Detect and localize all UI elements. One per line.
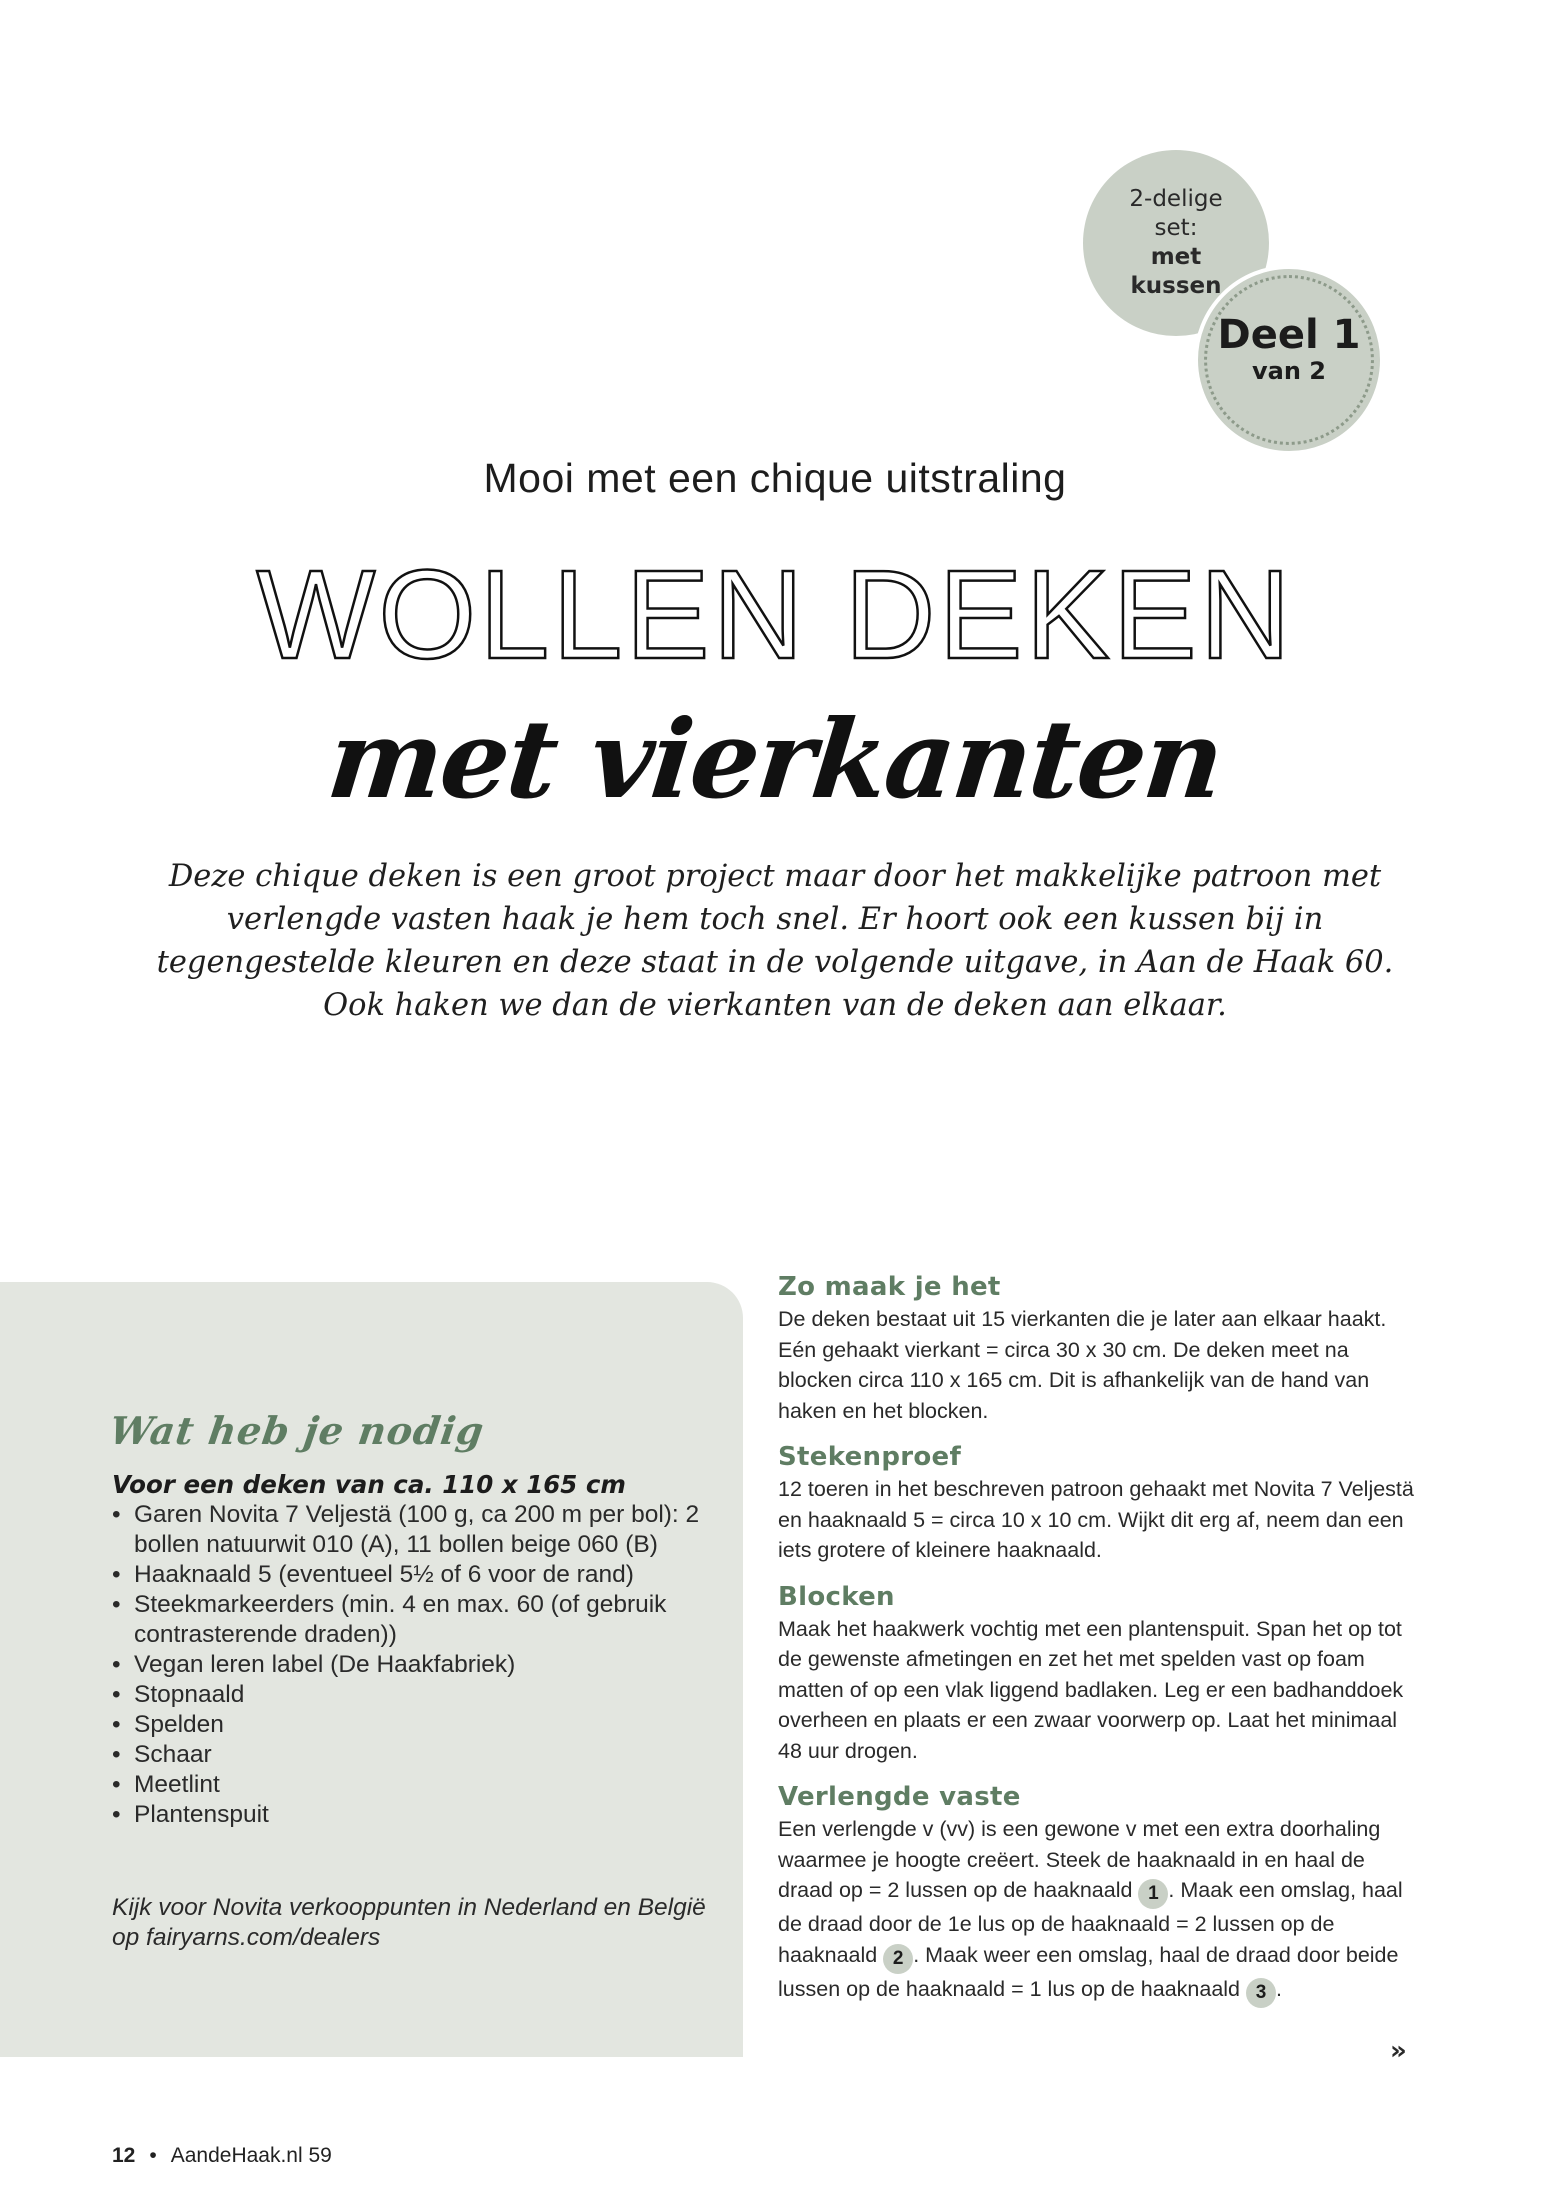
set-badge-line3: met bbox=[1150, 244, 1202, 270]
list-item: • Plantenspuit bbox=[112, 1800, 712, 1830]
continue-marker: » bbox=[1390, 2036, 1407, 2066]
section-extended bbox=[778, 1780, 1418, 2008]
section-make-title: Zo maak je het bbox=[778, 1272, 1001, 1302]
section-extended-title: Verlengde vaste bbox=[778, 1782, 1021, 1812]
list-item: • Stopnaald bbox=[112, 1680, 712, 1710]
set-badge-line4: kussen bbox=[1130, 273, 1222, 299]
section-blocking-title: Blocken bbox=[778, 1581, 895, 1612]
section-extended-text-part: Een verlengde v (vv) is een gewone v met een extra doorhaling waarmee je hoogte creëert. Steek de haaknaald in en haal de draad op = 2 lussen op de haaknaald bbox=[778, 1817, 1381, 1902]
section-extended-text-part: . Maak een omslag, haal de draad door de 1e lus op de haaknaald = 2 lussen op de haaknaald bbox=[778, 1878, 1403, 1967]
intro-line: tegengestelde kleuren en deze staat in de volgende uitgave, in Aan de Haak 60. bbox=[156, 945, 1394, 980]
list-item: • Haaknaald 5 (eventueel 5½ of 6 voor de rand) bbox=[112, 1560, 712, 1590]
materials-heading: Wat heb je nodig bbox=[106, 1408, 488, 1453]
list-item: • Spelden bbox=[112, 1710, 712, 1740]
page-footer bbox=[112, 2144, 332, 2168]
set-badge-line1: 2-delige bbox=[1129, 186, 1223, 212]
list-item: • Schaar bbox=[112, 1740, 712, 1770]
intro-line: Ook haken we dan de vierkanten van de deken aan elkaar. bbox=[323, 988, 1227, 1023]
page-title bbox=[0, 545, 1550, 685]
step-number-badge: 3 bbox=[1246, 1978, 1276, 2008]
list-item: • Garen Novita 7 Veljestä (100 g, ca 200 m per bol): 2 bollen natuurwit 010 (A), 11 bollen beige 060 (B) bbox=[112, 1500, 712, 1560]
step-number-badge: 1 bbox=[1138, 1879, 1168, 1909]
part-badge-sub: van 2 bbox=[1252, 357, 1326, 385]
section-gauge bbox=[778, 1440, 1418, 1566]
section-blocking-text: Maak het haakwerk vochtig met een plantenspuit. Span het op tot de gewenste afmetingen en zet het met spelden vast op foam matten of op een vlak liggend badlaken. Leg er een badhanddoek overheen en plaats er een zwaar voorwerp op. Laat het minimaal 48 uur drogen. bbox=[778, 1616, 1404, 1763]
set-badge-line2: set: bbox=[1154, 215, 1198, 241]
footer-separator: • bbox=[149, 2144, 157, 2167]
section-make-text: De deken bestaat uit 15 vierkanten die je later aan elkaar haakt. Eén gehaakt vierkant = circa 30 x 30 cm. De deken meet na blocken circa 110 x 165 cm. Dit is afhankelijk van de hand van haken en het blocken. bbox=[778, 1307, 1387, 1423]
step-number-badge: 2 bbox=[883, 1944, 913, 1974]
section-gauge-text: 12 toeren in het beschreven patroon gehaakt met Novita 7 Veljestä en haaknaald 5 = circa 10 x 10 cm. Wijkt dit erg af, neem dan een iets grotere of kleinere haaknaald. bbox=[778, 1477, 1414, 1562]
intro-paragraph bbox=[150, 855, 1400, 1027]
list-item: • Vegan leren label (De Haakfabriek) bbox=[112, 1650, 712, 1680]
section-blocking bbox=[778, 1580, 1418, 1767]
part-badge-main: Deel 1 bbox=[1217, 312, 1361, 358]
materials-list bbox=[112, 1500, 712, 1830]
part-badge bbox=[1194, 265, 1384, 455]
intro-line: Deze chique deken is een groot project maar door het makkelijke patroon met bbox=[168, 859, 1382, 894]
materials-note: Kijk voor Novita verkooppunten in Nederland en België op fairyarns.com/dealers bbox=[112, 1894, 706, 1951]
section-extended-text-part: . Maak weer een omslag, haal de draad door beide lussen op de haaknaald = 1 lus op de haaknaald bbox=[778, 1942, 1399, 2001]
page-title-text: WOLLEN DEKEN bbox=[256, 544, 1294, 685]
list-item: • Steekmarkeerders (min. 4 en max. 60 (of gebruik contrasterende draden)) bbox=[112, 1590, 712, 1650]
publication-name: AandeHaak.nl 59 bbox=[170, 2144, 332, 2167]
section-gauge-title: Stekenproef bbox=[778, 1442, 962, 1472]
section-extended-text-part: . bbox=[1276, 1976, 1282, 2001]
section-extended-text bbox=[778, 1814, 1418, 2008]
instructions-column bbox=[778, 1270, 1418, 2022]
materials-subheading: Voor een deken van ca. 110 x 165 cm bbox=[112, 1470, 626, 1499]
part-badge-dotted-ring bbox=[1204, 275, 1374, 445]
page-subtitle: Mooi met een chique uitstraling bbox=[483, 455, 1067, 501]
page-number: 12 bbox=[112, 2144, 136, 2167]
page-script-title: met vierkanten bbox=[322, 697, 1228, 823]
section-make bbox=[778, 1270, 1418, 1426]
intro-line: verlengde vasten haak je hem toch snel. Er hoort ook een kussen bij in bbox=[226, 902, 1324, 937]
list-item: • Meetlint bbox=[112, 1770, 712, 1800]
